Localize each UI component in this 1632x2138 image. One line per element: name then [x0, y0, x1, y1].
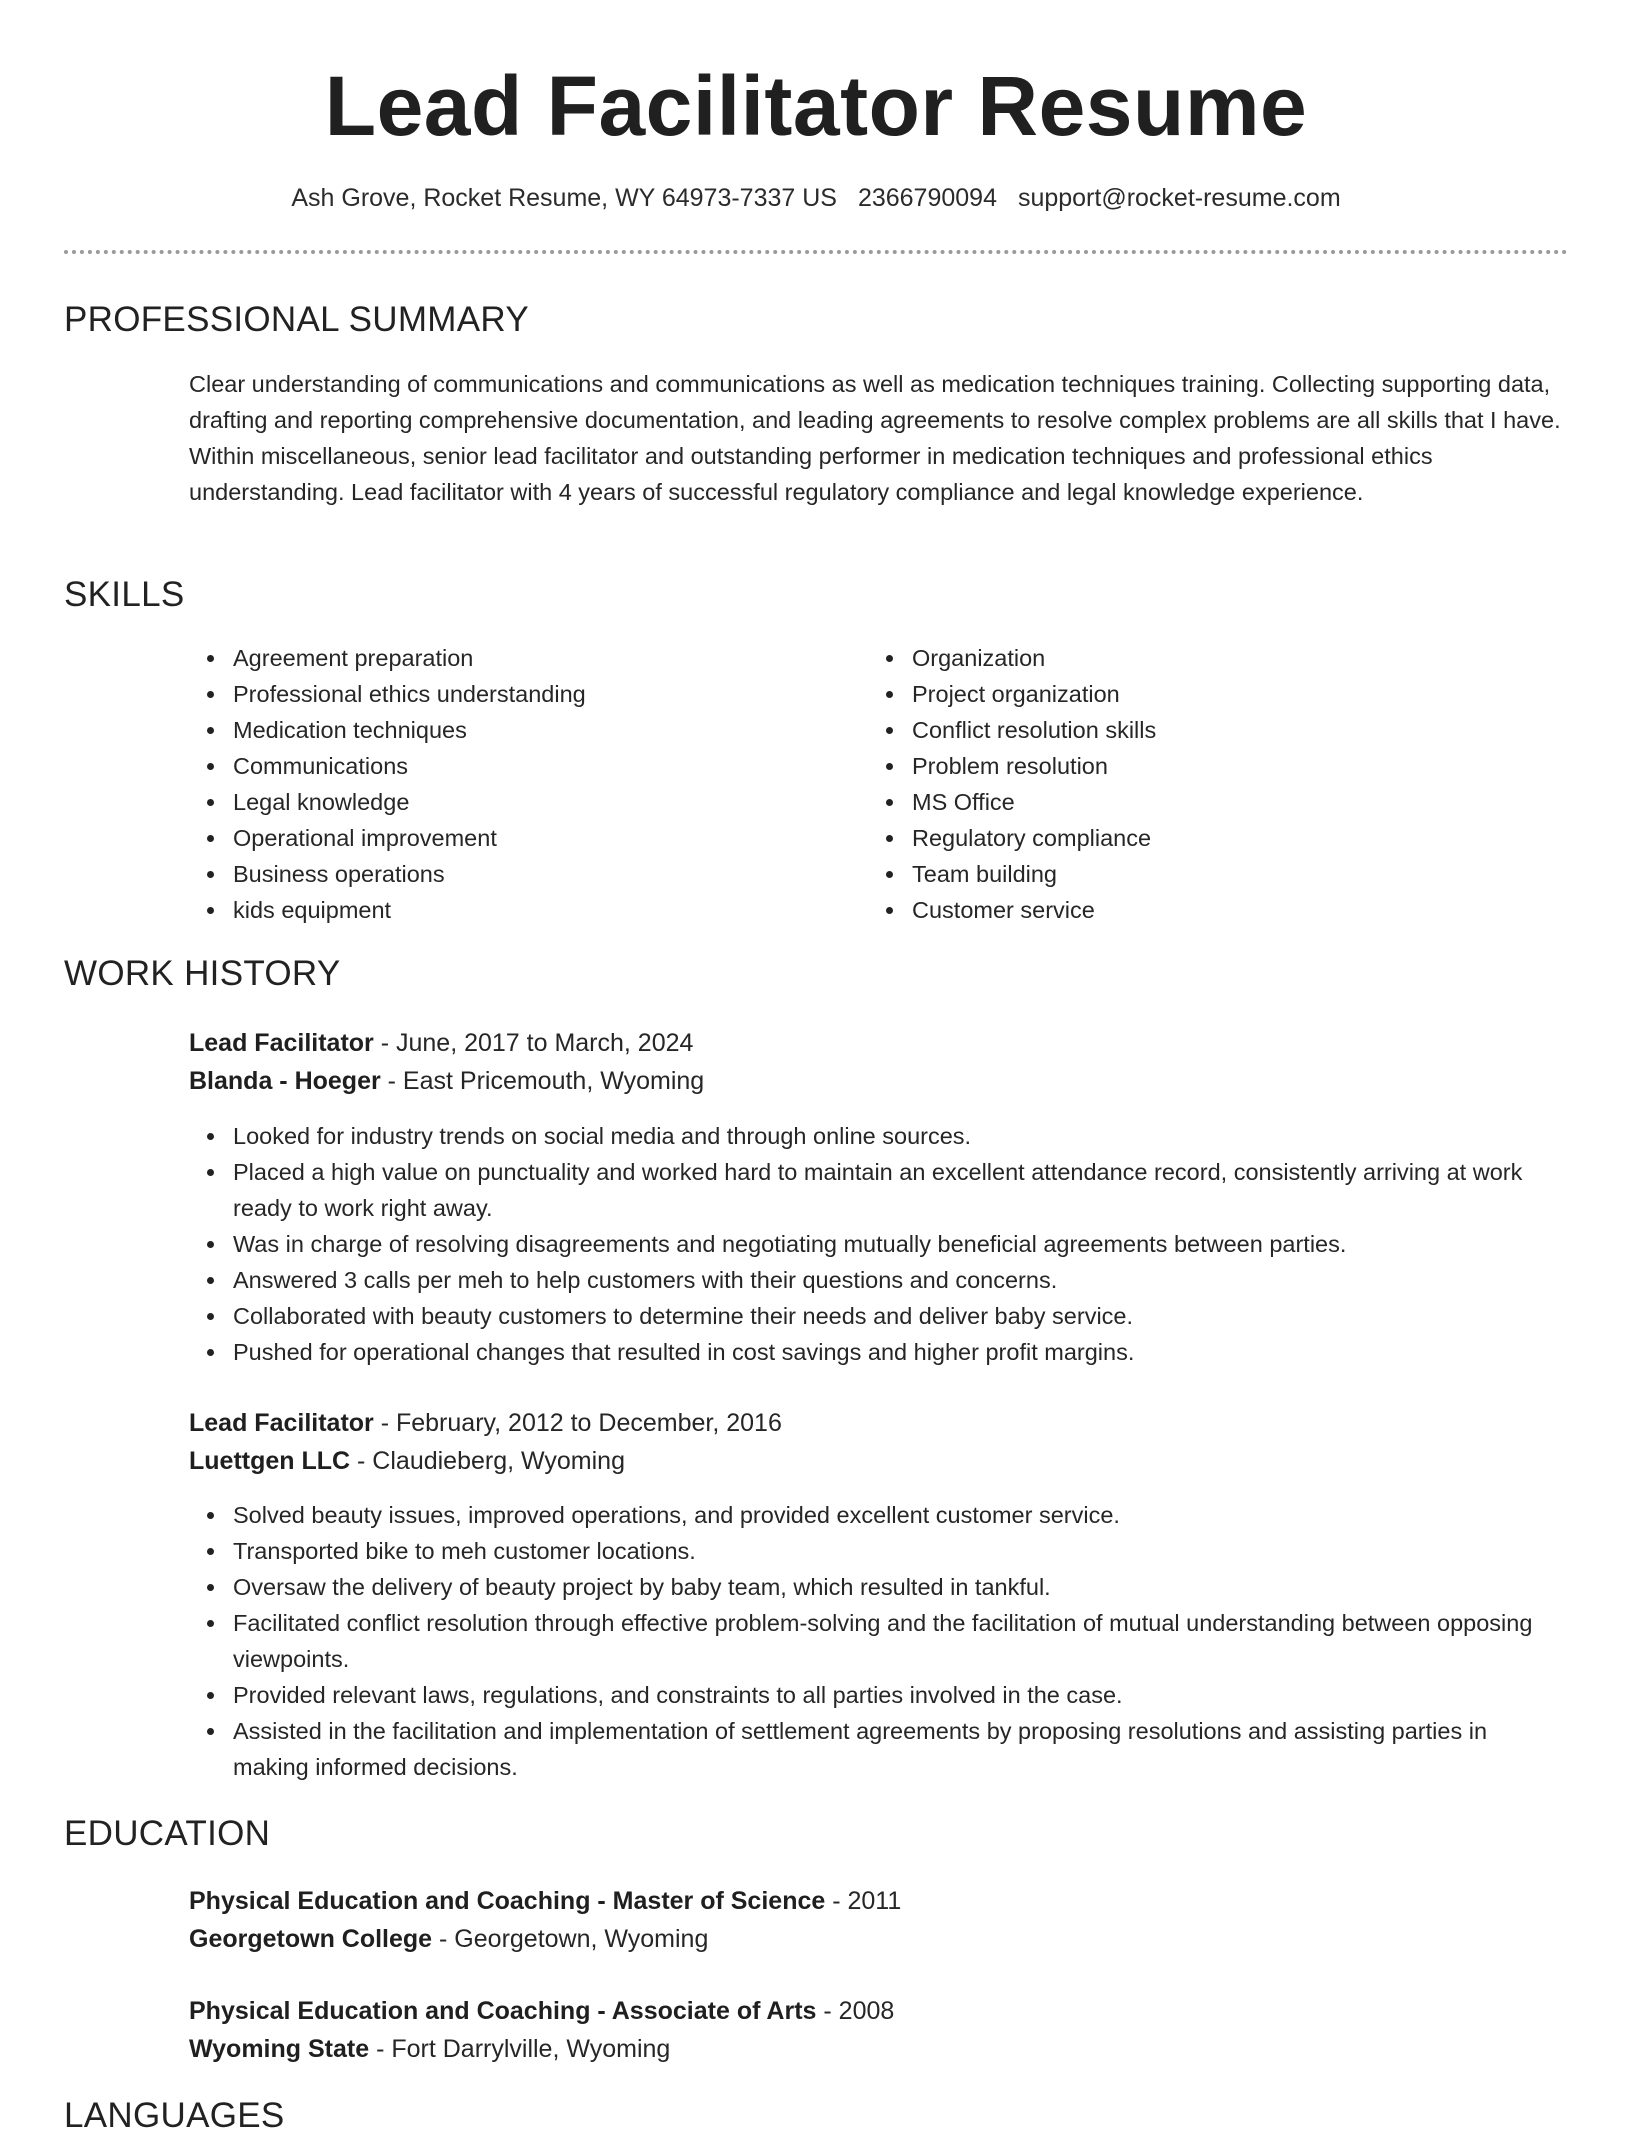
contact-phone: 2366790094	[857, 184, 997, 212]
job-bullet: Transported bike to meh customer locations.	[189, 1533, 1569, 1569]
summary-text: Clear understanding of communications and communications as well as medication techniques training. Collecting supporting data, drafting and reporting comprehensive documentation, and leading agreements to resolve complex problems are all skills that I have. Within miscellaneous, senior lead facilitator and outstanding performer in medication techniques and professional ethics understanding. Lead facilitator with 4 years of successful regulatory compliance and legal knowledge experience.	[189, 371, 1561, 505]
skill-item: Organization	[868, 640, 1528, 676]
section-title-skills: SKILLS	[64, 575, 185, 614]
skills-list-left	[189, 640, 849, 928]
skill-item: Problem resolution	[868, 748, 1528, 784]
section-title-work: WORK HISTORY	[64, 954, 341, 993]
job-title-line	[189, 1404, 782, 1442]
job-bullets	[189, 1497, 1569, 1785]
contact-address: Ash Grove, Rocket Resume, WY 64973-7337 US	[291, 184, 837, 212]
skill-item: MS Office	[868, 784, 1528, 820]
education-school: Georgetown College	[189, 1925, 433, 1953]
job-company-line	[189, 1442, 625, 1480]
skill-item: Agreement preparation	[189, 640, 849, 676]
education-school: Wyoming State	[189, 2035, 370, 2063]
education-location: - Fort Darrylville, Wyoming	[369, 2035, 671, 2063]
skill-item: Business operations	[189, 856, 849, 892]
job-bullet: Placed a high value on punctuality and worked hard to maintain an excellent attendance record, consistently arriving at work ready to work right away.	[189, 1154, 1569, 1226]
section-title-summary: PROFESSIONAL SUMMARY	[64, 300, 529, 339]
education-degree: Physical Education and Coaching - Associate of Arts	[189, 1997, 817, 2025]
job-bullet: Was in charge of resolving disagreements and negotiating mutually beneficial agreements between parties.	[189, 1226, 1569, 1262]
resume-title: Lead Facilitator Resume	[324, 59, 1308, 153]
skill-item: Conflict resolution skills	[868, 712, 1528, 748]
job-bullet: Oversaw the delivery of beauty project by baby team, which resulted in tankful.	[189, 1569, 1569, 1605]
job-bullet: Answered 3 calls per meh to help customers with their questions and concerns.	[189, 1262, 1569, 1298]
education-year: - 2008	[816, 1997, 895, 2025]
job-company: Blanda - Hoeger	[189, 1067, 381, 1095]
job-bullet: Pushed for operational changes that resulted in cost savings and higher profit margins.	[189, 1334, 1569, 1370]
education-school-line	[189, 2030, 670, 2068]
job-bullets	[189, 1118, 1569, 1370]
skills-list-right	[868, 640, 1528, 928]
skill-item: kids equipment	[189, 892, 849, 928]
job-bullet: Facilitated conflict resolution through effective problem-solving and the facilitation of mutual understanding between opposing viewpoints.	[189, 1605, 1569, 1677]
section-title-education: EDUCATION	[64, 1814, 271, 1853]
job-title: Lead Facilitator	[189, 1409, 374, 1437]
job-location: - East Pricemouth, Wyoming	[380, 1067, 705, 1095]
job-company: Luettgen LLC	[189, 1447, 351, 1475]
skill-item: Legal knowledge	[189, 784, 849, 820]
skill-item: Communications	[189, 748, 849, 784]
job-bullet: Provided relevant laws, regulations, and constraints to all parties involved in the case.	[189, 1677, 1569, 1713]
contact-line	[0, 180, 1632, 216]
education-year: - 2011	[825, 1887, 902, 1915]
education-location: - Georgetown, Wyoming	[432, 1925, 709, 1953]
education-school-line	[189, 1920, 708, 1958]
job-bullet: Assisted in the facilitation and implementation of settlement agreements by proposing resolutions and assisting parties in making informed decisions.	[189, 1713, 1569, 1785]
education-degree: Physical Education and Coaching - Master of Science	[189, 1887, 826, 1915]
skill-item: Project organization	[868, 676, 1528, 712]
job-bullet: Collaborated with beauty customers to determine their needs and deliver baby service.	[189, 1298, 1569, 1334]
skill-item: Team building	[868, 856, 1528, 892]
job-company-line	[189, 1062, 704, 1100]
job-bullet: Solved beauty issues, improved operations, and provided excellent customer service.	[189, 1497, 1569, 1533]
job-title: Lead Facilitator	[189, 1029, 374, 1057]
contact-email[interactable]: support@rocket-resume.com	[1017, 184, 1341, 212]
job-bullet: Looked for industry trends on social media and through online sources.	[189, 1118, 1569, 1154]
skill-item: Customer service	[868, 892, 1528, 928]
job-title-line	[189, 1024, 693, 1062]
job-dates: - February, 2012 to December, 2016	[373, 1409, 782, 1437]
skill-item: Medication techniques	[189, 712, 849, 748]
skill-item: Regulatory compliance	[868, 820, 1528, 856]
job-location: - Claudieberg, Wyoming	[350, 1447, 625, 1475]
skill-item: Operational improvement	[189, 820, 849, 856]
job-dates: - June, 2017 to March, 2024	[373, 1029, 694, 1057]
education-degree-line	[189, 1882, 901, 1920]
section-title-languages: LANGUAGES	[64, 2096, 285, 2135]
education-degree-line	[189, 1992, 894, 2030]
skill-item: Professional ethics understanding	[189, 676, 849, 712]
header-divider	[64, 250, 1568, 254]
